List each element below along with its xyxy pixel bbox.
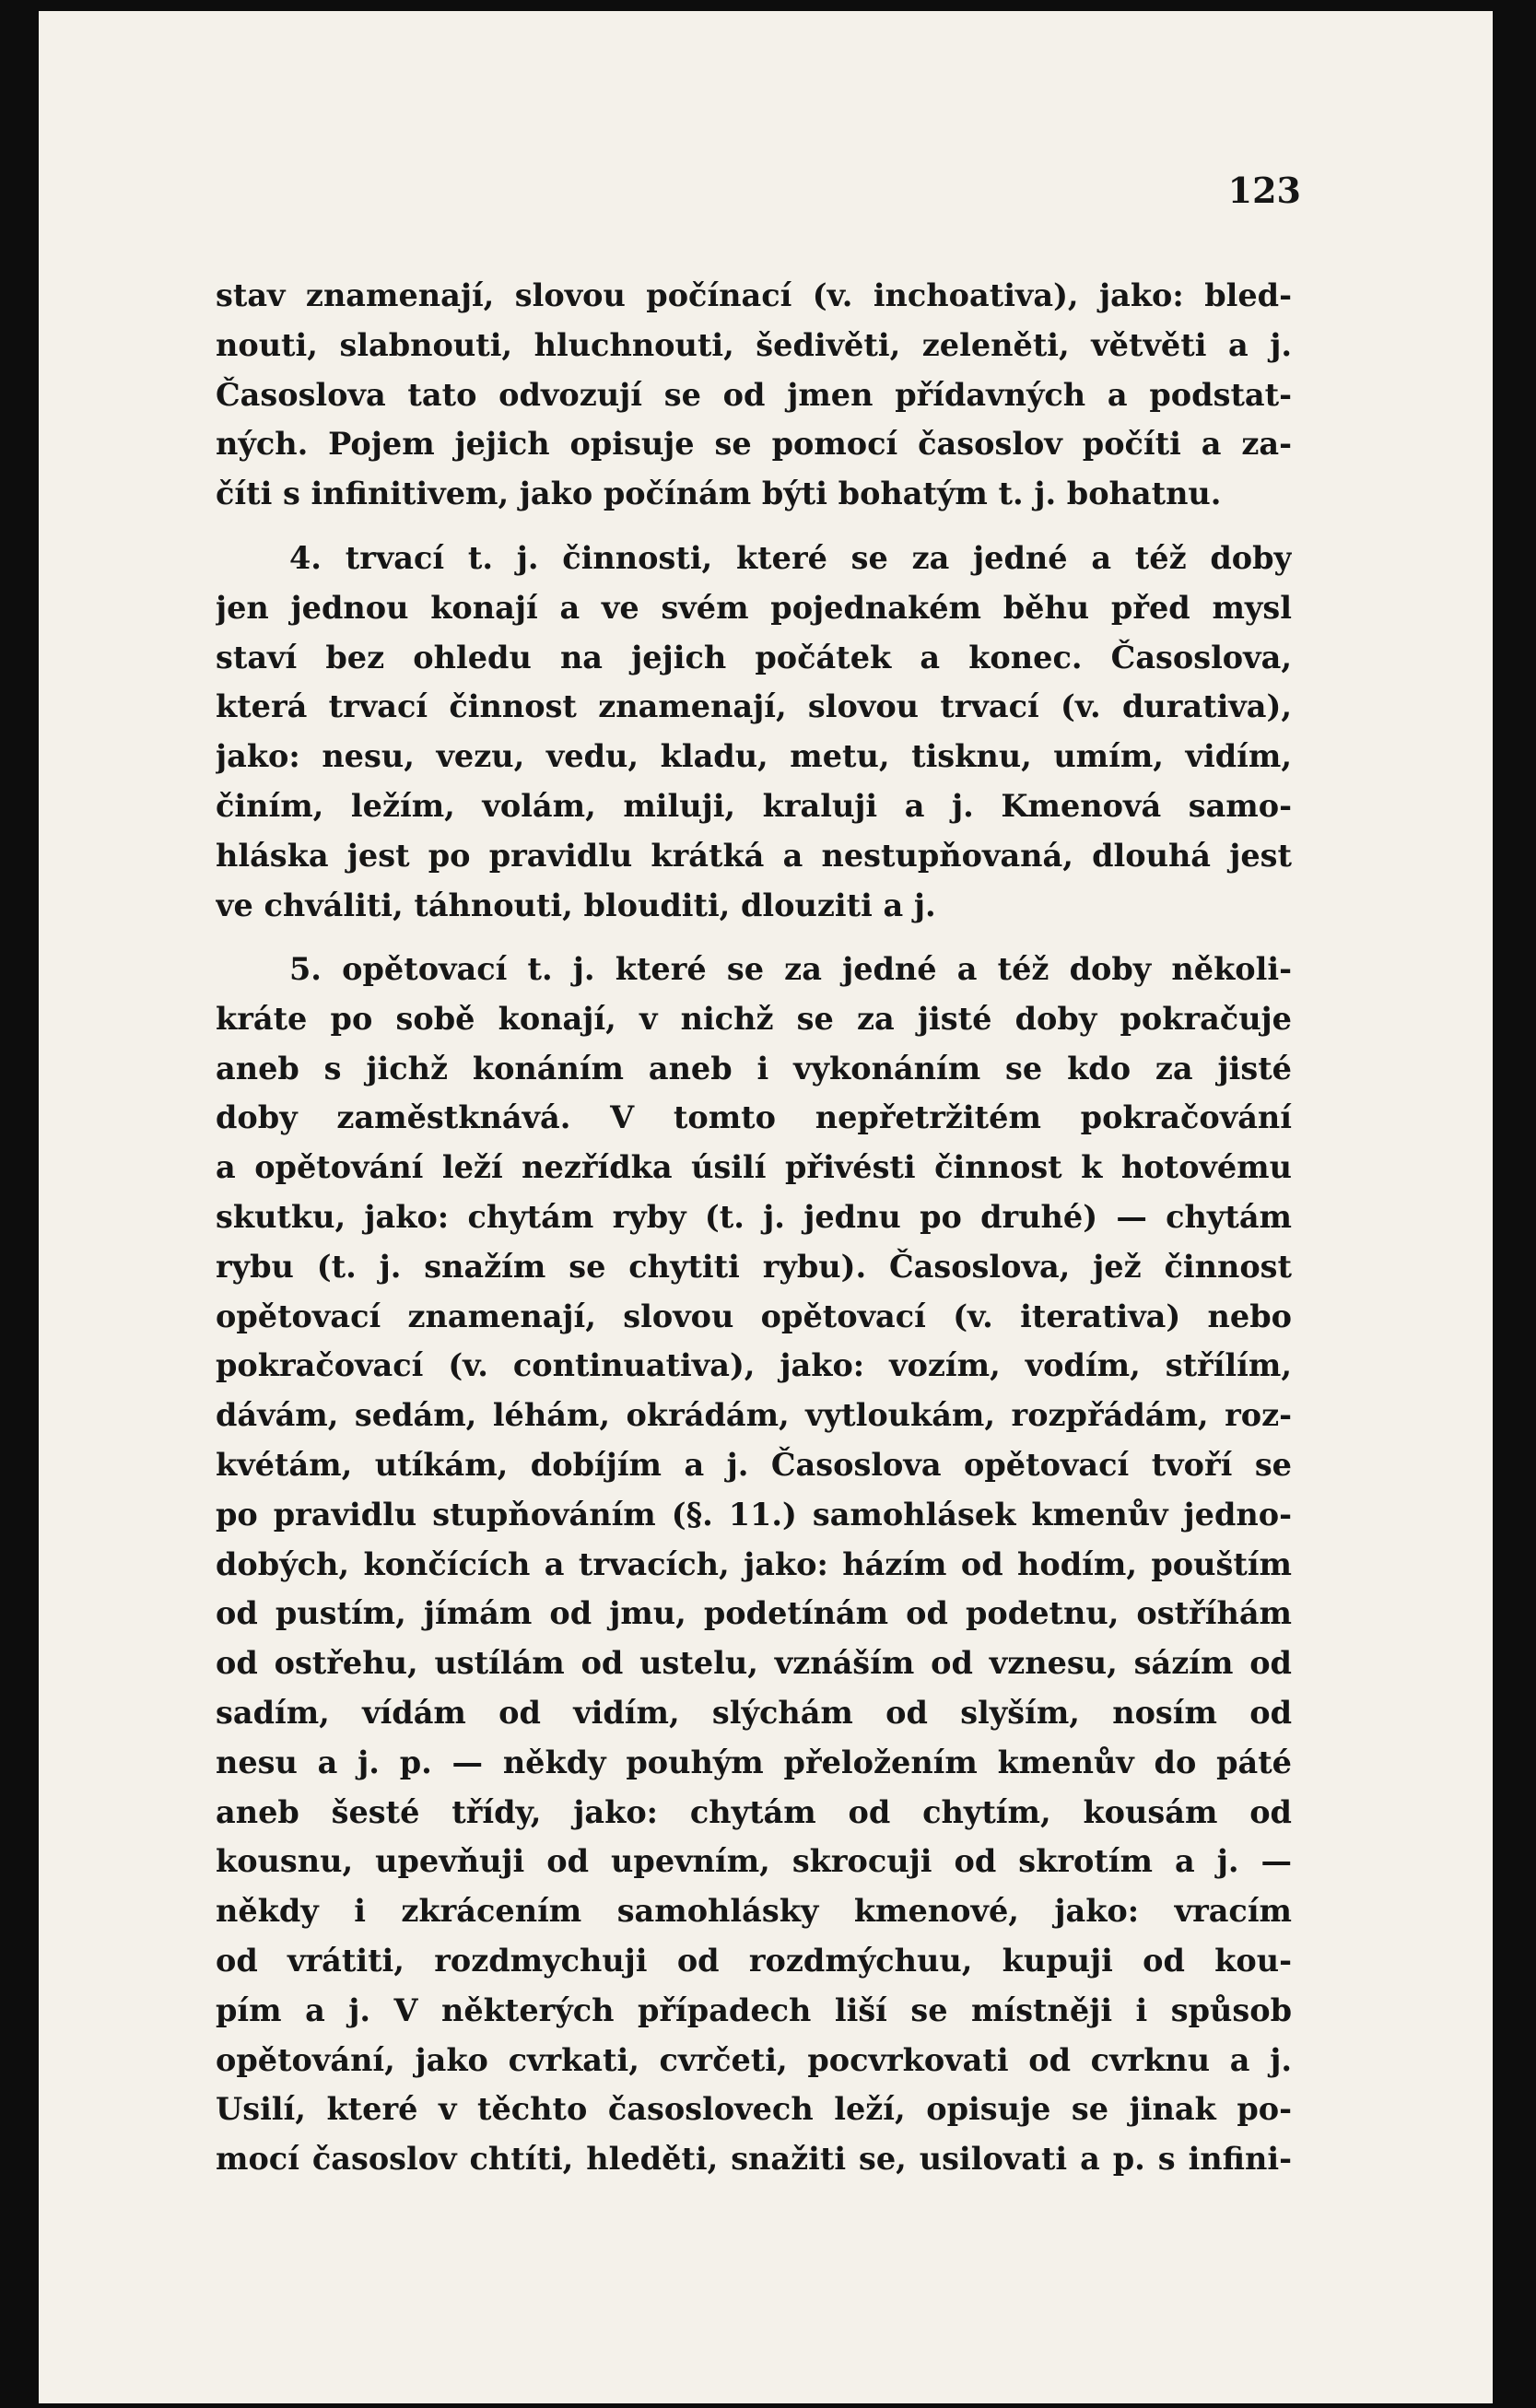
text-line: dávám, sedám, léhám, okrádám, vytloukám, rozpřádám, roz- [216,1397,1292,1434]
text-line: nouti, slabnouti, hluchnouti, šedivěti, zeleněti, větvěti a j. [216,326,1292,363]
text-line: nesu a j. p. — někdy pouhým přeložením kmenův do páté [216,1744,1292,1780]
text-line: skutku, jako: chytám ryby (t. j. jednu po druhé) — chytám [216,1198,1292,1235]
text-line: kvétám, utíkám, dobíjím a j. Časoslova opětovací tvoří se [216,1446,1292,1483]
text-line: opětovací znamenají, slovou opětovací (v. iterativa) nebo [216,1298,1292,1334]
text-line: rybu (t. j. snažím se chytiti rybu). Časoslova, jež činnost [216,1248,1292,1285]
text-line: ných. Pojem jejich opisuje se pomocí časoslov počíti a za- [216,426,1292,463]
text-line: jako: nesu, vezu, vedu, kladu, metu, tisknu, umím, vidím, [216,738,1292,775]
text-line: někdy i zkrácením samohlásky kmenové, jako: vracím [216,1893,1292,1930]
text-line: po pravidlu stupňováním (§. 11.) samohlásek kmenův jedno- [216,1496,1292,1533]
book-page [39,11,1493,2403]
text-line: staví bez ohledu na jejich počátek a konec. Časoslova, [216,639,1292,675]
text-line: stav znamenají, slovou počínací (v. inchoativa), jako: bled- [216,277,1292,313]
text-line: od pustím, jímám od jmu, podetínám od podetnu, ostříhám [216,1595,1292,1632]
text-line: ve chváliti, táhnouti, blouditi, dlouziti a j. [216,887,936,923]
text-line: Usilí, které v těchto časoslovech leží, opisuje se jinak po- [216,2091,1292,2128]
text-line: číti s infinitivem, jako počínám býti bohatým t. j. bohatnu. [216,476,1222,512]
text-line: od ostřehu, ustílám od ustelu, vznáším od vznesu, sázím od [216,1645,1292,1682]
text-line: kousnu, upevňuji od upevním, skrocuji od skrotím a j. — [216,1843,1292,1880]
text-line: a opětování leží nezřídka úsilí přivésti činnost k hotovému [216,1149,1292,1186]
text-line: činím, ležím, volám, miluji, kraluji a j. Kmenová samo- [216,787,1292,824]
text-line: mocí časoslov chtíti, hleděti, snažiti se, usilovati a p. s infini- [216,2141,1292,2178]
text-line: dobých, končících a trvacích, jako: házím od hodím, pouštím [216,1545,1292,1582]
text-line: která trvací činnost znamenají, slovou trvací (v. durativa), [216,688,1292,725]
text-line: 4. trvací t. j. činnosti, které se za jedné a též doby [289,540,1292,576]
text-line: opětování, jako cvrkati, cvrčeti, pocvrkovati od cvrknu a j. [216,2041,1292,2078]
text-line: jen jednou konají a ve svém pojednakém běhu před mysl [216,589,1292,626]
text-line: doby zaměstknává. V tomto nepřetržitém pokračování [216,1099,1292,1136]
page-number: 123 [1227,170,1301,211]
text-line: kráte po sobě konají, v nichž se za jisté doby pokračuje [216,1000,1292,1037]
paragraph-3 [216,945,1292,2184]
text-line: pokračovací (v. continuativa), jako: vozím, vodím, střílím, [216,1347,1292,1384]
paragraph-1 [216,271,1292,519]
text-line: aneb šesté třídy, jako: chytám od chytím, kousám od [216,1793,1292,1830]
text-line: 5. opětovací t. j. které se za jedné a též doby několi- [289,951,1292,987]
paragraph-2 [216,534,1292,930]
text-line: Časoslova tato odvozují se od jmen přídavných a podstat- [216,376,1292,413]
text-line: od vrátiti, rozdmychuji od rozdmýchuu, kupuji od kou- [216,1942,1292,1979]
text-line: aneb s jichž konáním aneb i vykonáním se kdo za jisté [216,1050,1292,1087]
text-line: hláska jest po pravidlu krátká a nestupňovaná, dlouhá jest [216,837,1292,874]
scan-edge [1508,0,1536,2408]
text-line: pím a j. V některých případech liší se místněji i spůsob [216,1991,1292,2028]
text-line: sadím, vídám od vidím, slýchám od slyším, nosím od [216,1694,1292,1731]
